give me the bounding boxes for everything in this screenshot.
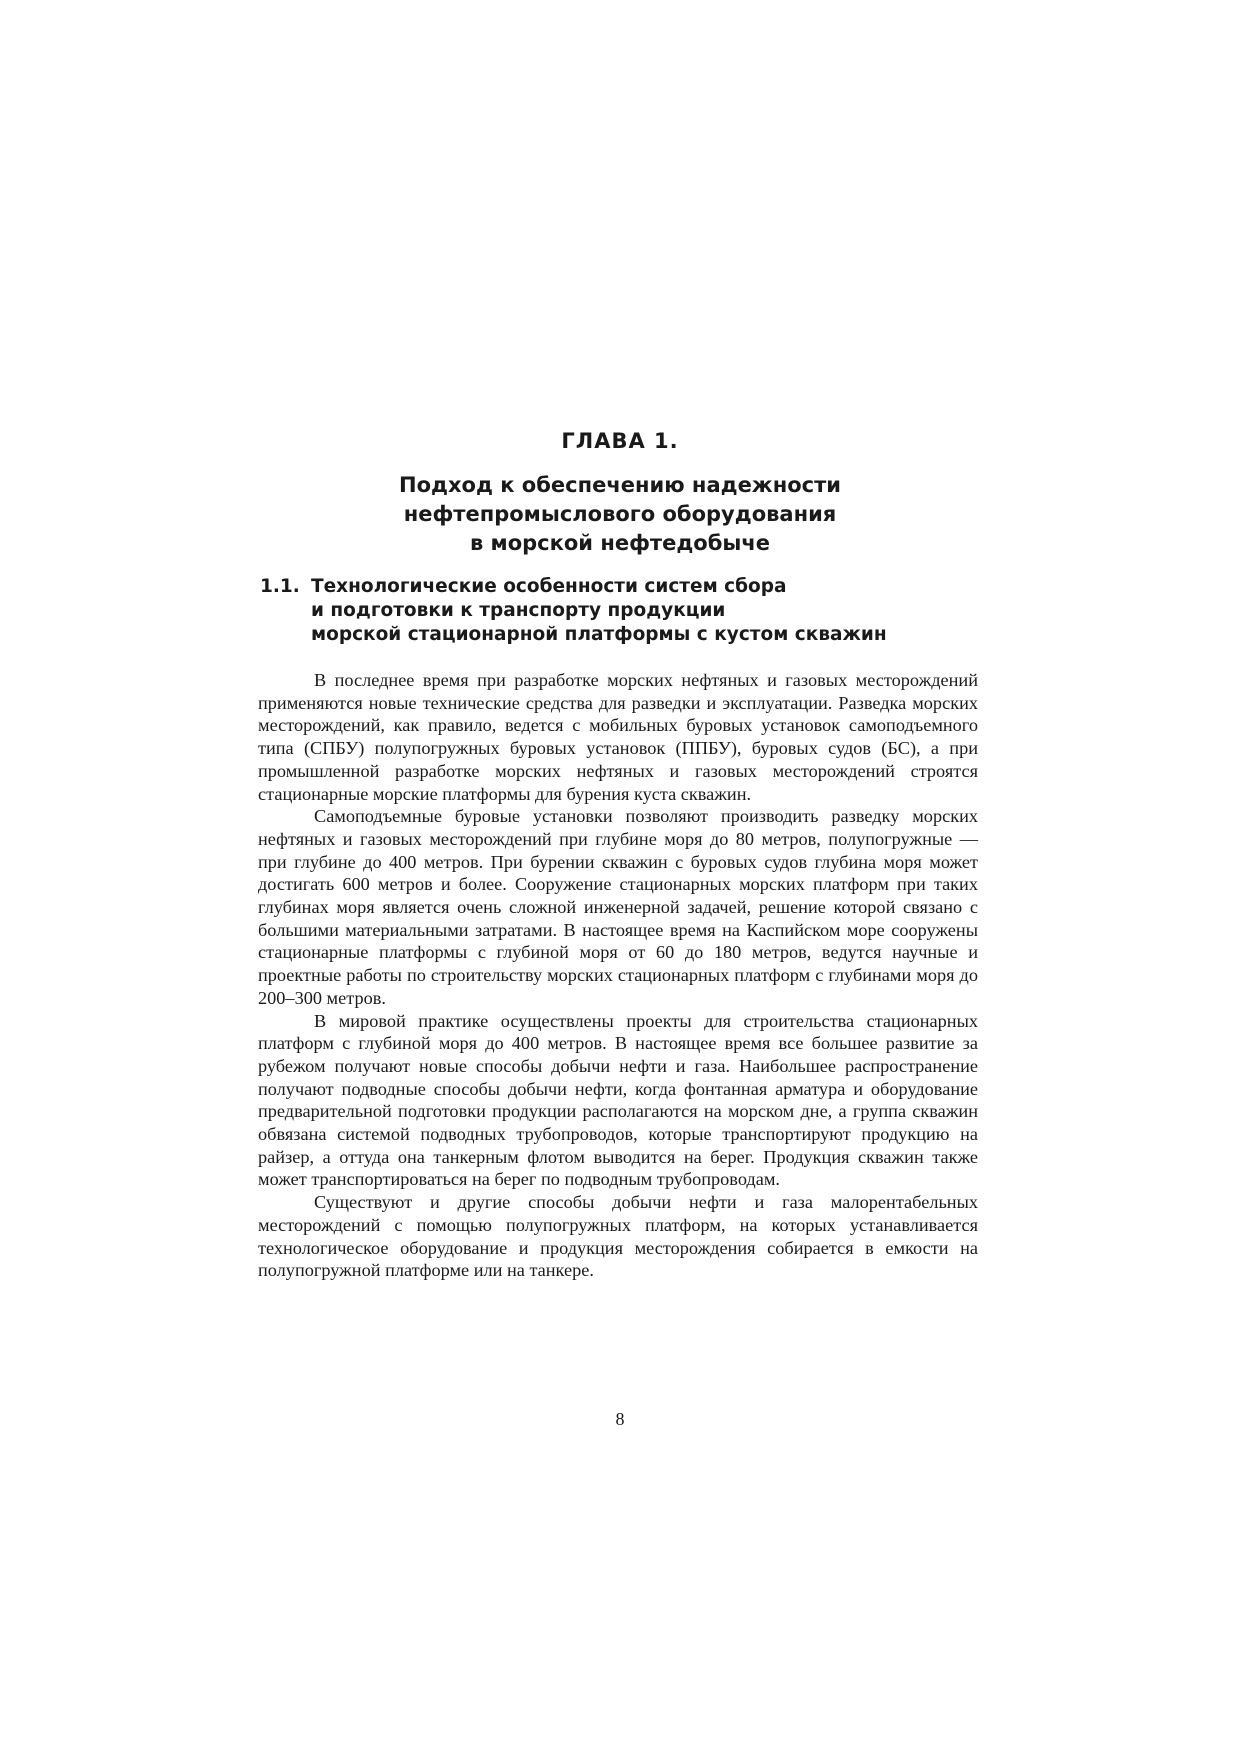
body-text [258,669,978,1282]
chapter-title-line: Подход к обеспечению надежности [399,473,841,497]
section-heading [260,575,1020,647]
paragraph: Существуют и другие способы добычи нефти и газа малорентабельных месторождений с помощью полупогружных платформ, на которых устанавливается технологическое оборудование и продукция месторождения собирается в емкости на полупогружной платформе или на танкере. [258,1192,978,1281]
section-title-line: и подготовки к транспорту продукции [311,600,726,621]
section-title-line: морской стационарной платформы с кустом скважин [311,624,887,645]
chapter-heading [240,427,1000,558]
paragraph: В мировой практике осуществлены проекты для строительства стационарных платформ с глубиной моря до 400 метров. В настоящее время все большее развитие за рубежом получают новые способы добычи нефти и газа. Наибольшее распространение получают подводные способы добычи нефти, когда фонтанная арматура и оборудование предварительной подготовки продукции располагаются на морском дне, а группа скважин обвязана системой подводных трубопроводов, которые транспортируют продукцию на райзер, а оттуда она танкерным флотом выводится на берег. Продукция скважин также может транспортироваться на берег по подводным трубопроводам. [258,1010,978,1190]
section-number: 1.1. [260,576,300,597]
section-title-line: Технологические особенности систем сбора [311,576,787,597]
paragraph: Самоподъемные буровые установки позволяют производить разведку морских нефтяных и газовых месторождений при глубине моря до 80 метров, полупогружные — при глубине до 400 метров. При бурении скважин с буровых судов глубина моря может достигать 600 метров и более. Сооружение стационарных морских платформ при таких глубинах моря является очень сложной инженерной задачей, решение которой связано с большими материальными затратами. В настоящее время на Каспийском море сооружены стационарные платформы с глубиной моря от 60 до 180 метров, ведутся научные и проектные работы по строительству морских стационарных платформ с глубинами моря до 200–300 метров. [258,806,978,1008]
chapter-title-line: нефтепромыслового оборудования [403,502,837,526]
chapter-title-line: в морской нефтедобыче [469,531,771,555]
chapter-label: ГЛАВА 1. [561,429,679,453]
chapter-title [240,471,1000,558]
page-number: 8 [615,1409,625,1429]
paragraph: В последнее время при разработке морских нефтяных и газовых месторождений применяются новые технические средства для разведки и эксплуатации. Разведка морских месторождений, как правило, ведется с мобильных буровых установок самоподъемного типа (СПБУ) полупогружных буровых установок (ППБУ), буровых судов (БС), а при промышленной разработке морских нефтяных и газовых месторождений строятся стационарные морские платформы для бурения куста скважин. [258,670,978,804]
section-title [311,575,887,647]
